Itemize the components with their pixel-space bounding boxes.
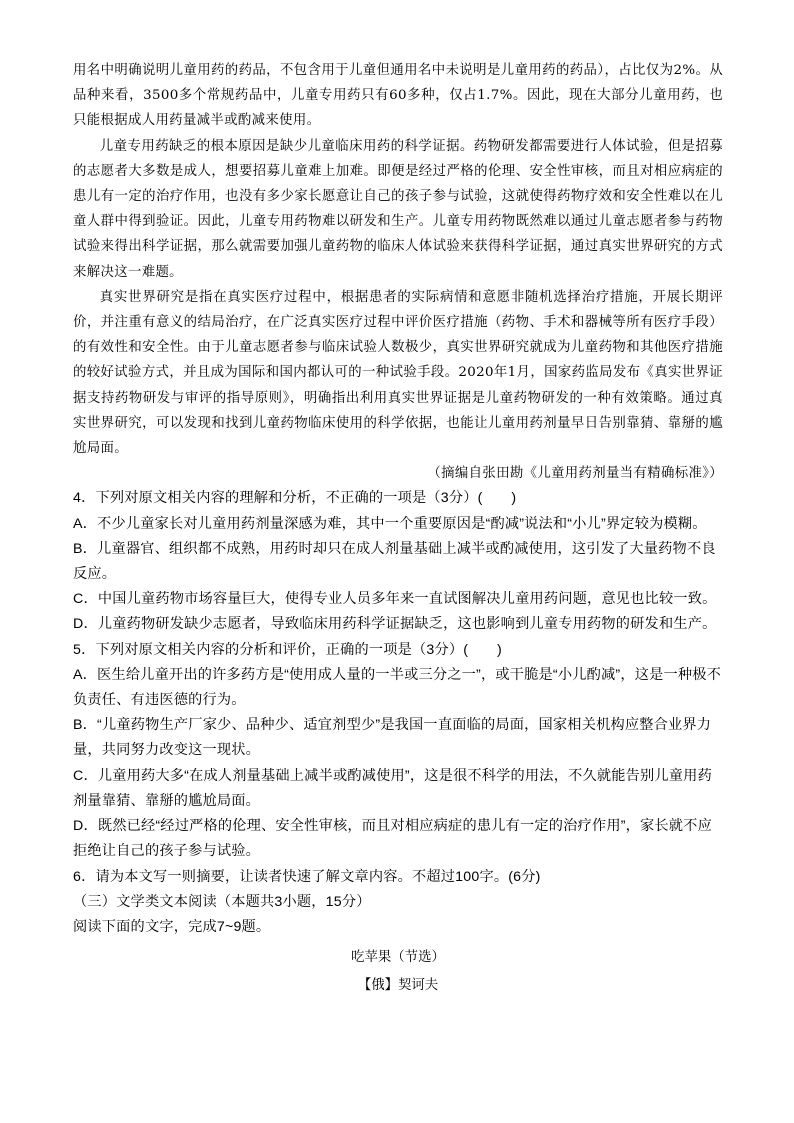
question-5-option-b: B．“儿童药物生产厂家少、品种少、适宜剂型少”是我国一直面临的局面，国家相关机构应整合业界力量，共同努力改变这一现状。 bbox=[73, 717, 712, 759]
question-5-option-a: A．医生给儿童开出的许多药方是“使用成人量的一半或三分之一”，或干脆是“小儿酌减”，这是一种极不负责任、有违医德的行为。 bbox=[73, 666, 722, 709]
story-author: 【俄】契诃夫 bbox=[357, 978, 439, 994]
article-paragraph-1: 用名中明确说明儿童用药的药品，不包含用于儿童但通用名中未说明是儿童用药的药品），占比仅为2%。从品种来看，3500多个常规药品中，儿童专用药只有60多种，仅占1.7%。因此，现在大部分儿童用药，也只能根据成人用药量减半或酌减来使用。 bbox=[73, 63, 723, 129]
question-4-option-d: D．儿童药物研发缺少志愿者，导致临床用药科学证据缺乏，这也影响到儿童专用药物的研发和生产。 bbox=[73, 616, 717, 633]
question-4-option-b: B．儿童器官、组织都不成熟，用药时却只在成人剂量基础上减半或酌减使用，这引发了大量药物不良反应。 bbox=[73, 540, 716, 583]
question-5-option-c: C．儿童用药大多“在成人剂量基础上减半或酌减使用”，这是很不科学的用法，不久就能告别儿童用药剂量靠猜、靠掰的尴尬局面。 bbox=[73, 767, 712, 809]
section-3-instruction: 阅读下面的文字，完成7~9题。 bbox=[73, 918, 271, 935]
article-paragraph-3: 真实世界研究是指在真实医疗过程中，根据患者的实际病情和意愿非随机选择治疗措施，开展长期评价，并注重有意义的结局治疗，在广泛真实医疗过程中评价医疗措施（药物、手术和器械等所有医疗手段）的有效性和安全性。由于儿童志愿者参与临床试验人数极少，真实世界研究就成为儿童药物和其他医疗措施的较好试验方式，并且成为国际和国内都认可的一种试验手段。2020年1月，国家药监局发布《真实世界证据支持药物研发与审评的指导原则》，明确指出利用真实世界证据是儿童药物研发的一种有效策略。通过真实世界研究，可以发现和找到儿童药物临床使用的科学依据，也能让儿童用药剂量早日告别靠猜、靠掰的尴尬局面。 bbox=[73, 289, 723, 457]
question-4-option-c: C．中国儿童药物市场容量巨大，使得专业人员多年来一直试图解决儿童用药问题，意见也比较一致。 bbox=[73, 591, 717, 608]
question-5-stem: 5．下列对原文相关内容的分析和评价，正确的一项是（3分）( ) bbox=[73, 641, 502, 658]
questions-block bbox=[73, 486, 723, 940]
question-5-option-d: D．既然已经“经过严格的伦理、安全性审核，而且对相应病症的患儿有一定的治疗作用”，家长就不应拒绝让自己的孩子参与试验。 bbox=[73, 818, 712, 860]
section-3-heading: （三）文学类文本阅读（本题共3小题，15分） bbox=[73, 893, 371, 910]
story-header bbox=[73, 944, 723, 1000]
question-4-option-a: A．不少儿童家长对儿童用药剂量深感为难，其中一个重要原因是“酌减”说法和“小儿”界定较为模糊。 bbox=[73, 515, 707, 532]
question-4-stem: 4．下列对原文相关内容的理解和分析，不正确的一项是（3分）( ) bbox=[73, 490, 517, 507]
question-6-stem: 6．请为本文写一则摘要，让读者快速了解文章内容。不超过100字。(6分) bbox=[73, 868, 541, 885]
story-title: 吃苹果（节选） bbox=[351, 950, 445, 966]
article-source: （摘编自张田勘《儿童用药剂量当有精确标准》） bbox=[427, 466, 723, 482]
document-page bbox=[73, 58, 723, 1000]
article-body bbox=[73, 58, 723, 486]
article-paragraph-2: 儿童专用药缺乏的根本原因是缺少儿童临床用药的科学证据。药物研发都需要进行人体试验，但是招募的志愿者大多数是成人，想要招募儿童难上加难。即便是经过严格的伦理、安全性审核，而且对相应病症的患儿有一定的治疗作用，也没有多少家长愿意让自己的孩子参与试验，这就使得药物疗效和安全性难以在儿童人群中得到验证。因此，儿童专用药物难以研发和生产。儿童专用药物既然难以通过儿童志愿者参与药物试验来得出科学证据，那么就需要加强儿童药物的临床人体试验来获得科学证据，通过真实世界研究的方式来解决这一难题。 bbox=[73, 138, 723, 280]
